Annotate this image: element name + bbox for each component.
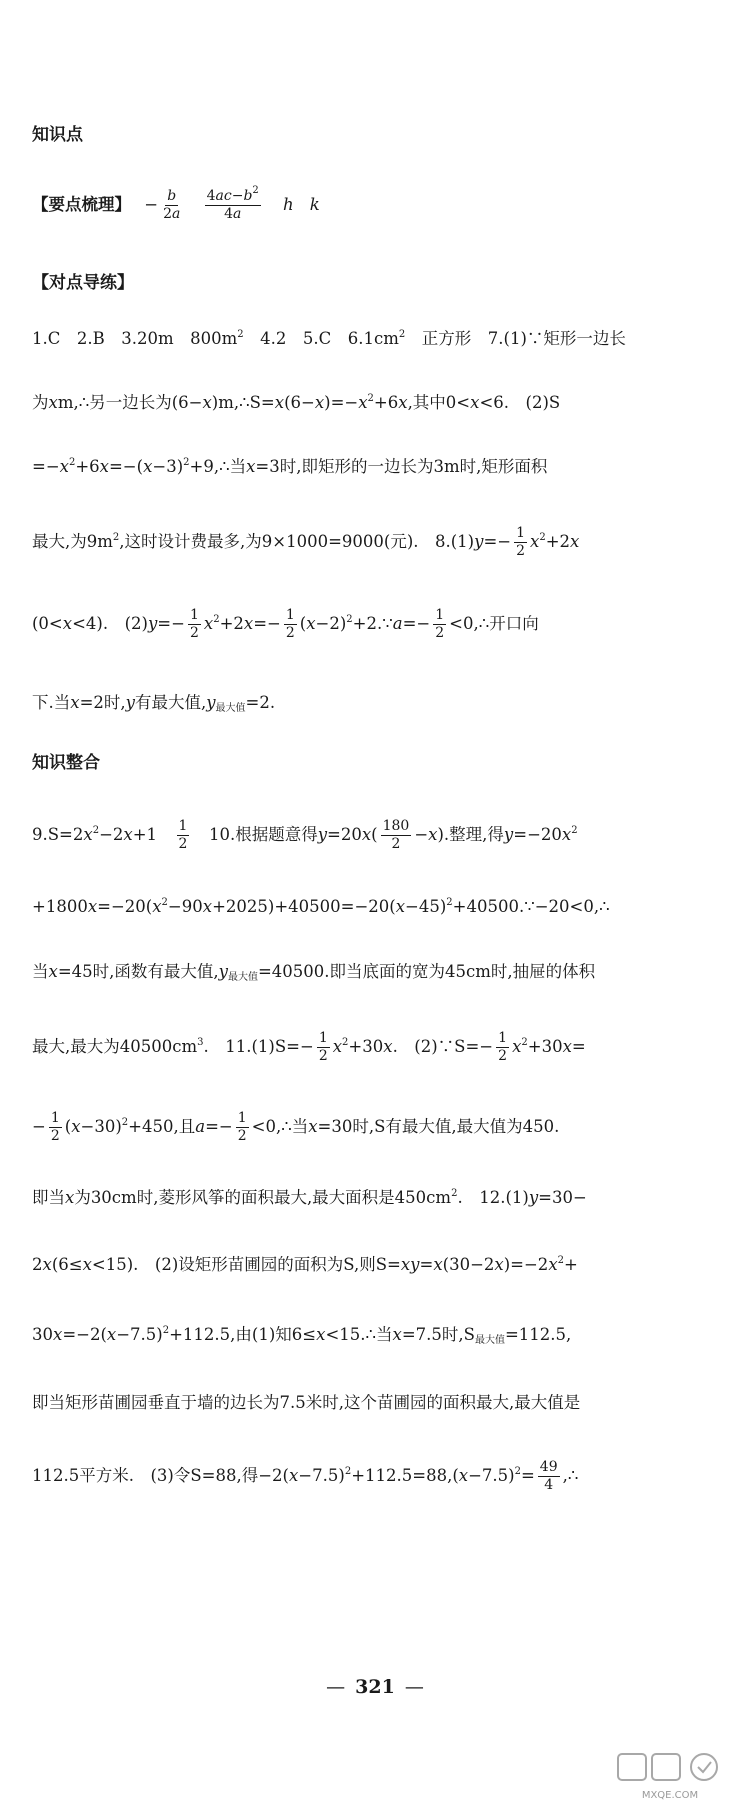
key-points-label: 【要点梳理】 [32,195,131,214]
watermark-text: MXQE.COM [641,1790,699,1801]
watermark-logo-icon [610,1750,730,1806]
answer-line-5: (0<x<4). (2)y=− $\frac{1}{2}$ $x^2+2x=-$ $\frac{1}{2}$ $(x-2)^2+2.\because a=-$ $\frac{1}{2}$ <0,∴开口向 [32,607,539,641]
answer-line-1: 1.C 2.B 3.20m $800m^2$ 4.2 5.C $6.1cm^2$ 正方形 7.(1)∵矩形一边长 [32,329,626,348]
answer-line-9: 当x=45时,函数有最大值$,y_{最大值}=40500$.即当底面的宽为45cm时,抽屉的体积 [32,962,596,983]
fraction-vertex-y: $\frac{4ac-b^2}{4a}$ [206,185,259,222]
answer-line-11: − $\frac{1}{2}$ $(x-30)^2+450$,且a=− $\frac{1}{2}$ <0,∴当x=30时,S有最大值,最大值为450. [32,1110,560,1144]
page-number [0,1676,750,1698]
answer-line-4: 最大,为$9m^2$,这时设计费最多,为9×1000=9000(元). 8.(1)y=− $\frac{1}{2}$ $x^2+2x$ [32,525,580,559]
page-number-dash-left: — [326,1676,346,1698]
answer-line-7: $9.S=2x^2-2x+1$ $\frac{1}{2}$ 10.根据题意得y=20x( $\frac{180}{2}$ −x).整理,得$y=-20x^2$ [32,818,578,852]
answer-line-12: 即当x为30cm时,菱形风筝的面积最大,最大面积是$450cm^2$. 12.(1)y=30− [32,1188,587,1207]
answer-line-15: 即当矩形苗圃园垂直于墙的边长为7.5米时,这个苗圃园的面积最大,最大值是 [32,1393,581,1412]
fraction-neg-b-over-2a: $\frac{b}{2a}$ [163,188,181,222]
answer-line-3: $=-x^2+6x=-(x-3)^2+9,\therefore$当x=3时,即矩形的一边长为3m时,矩形面积 [32,457,548,476]
heading-integration: 知识整合 [32,753,100,773]
answer-line-8: $+1800x=-20(x^2-90x+2025)+40500=-20(x-45)^2+40500.\because-20<0,\therefore$ [32,897,610,916]
answer-line-6: 下.当x=2时,y有最大值$,y_{最大值}=2$. [32,693,276,714]
answer-line-2: 为xm,∴另一边长为$(6-x)m,\therefore S=x(6-x)=-x^2+6x$,其中0<x<6. (2)S [32,393,561,412]
page-number-value: 321 [355,1676,395,1698]
page-number-dash-right: — [404,1676,424,1698]
heading-practice: 【对点导练】 [32,273,134,293]
key-points-line: 【要点梳理】 − $\frac{b}{2a}$ $\frac{4ac-b^2}{4a}$ h k [32,185,320,222]
heading-knowledge-points: 知识点 [32,125,83,145]
answer-line-14: $30x=-2(x-7.5)^2+112.5$,由(1)知6≤x<15.∴当x=7.5时$,S_{最大值}=112.5$, [32,1325,572,1346]
answer-line-13: 2x(6≤x<15). (2)设矩形苗圃园的面积为S,则$S=xy=x(30-2x)=-2x^2+$ [32,1255,578,1274]
answer-line-10: 最大,最大为$40500cm^3$. 11.(1)S=− $\frac{1}{2}$ $x^2+30x$. (2)∵S=− $\frac{1}{2}$ $x^2+30x=$ [32,1030,586,1064]
answer-line-16: 112.5平方米. (3)令S=88,得$-2(x-7.5)^2+112.5=88,(x-7.5)^2=$ $\frac{49}{4}$ ,∴ [32,1459,579,1493]
